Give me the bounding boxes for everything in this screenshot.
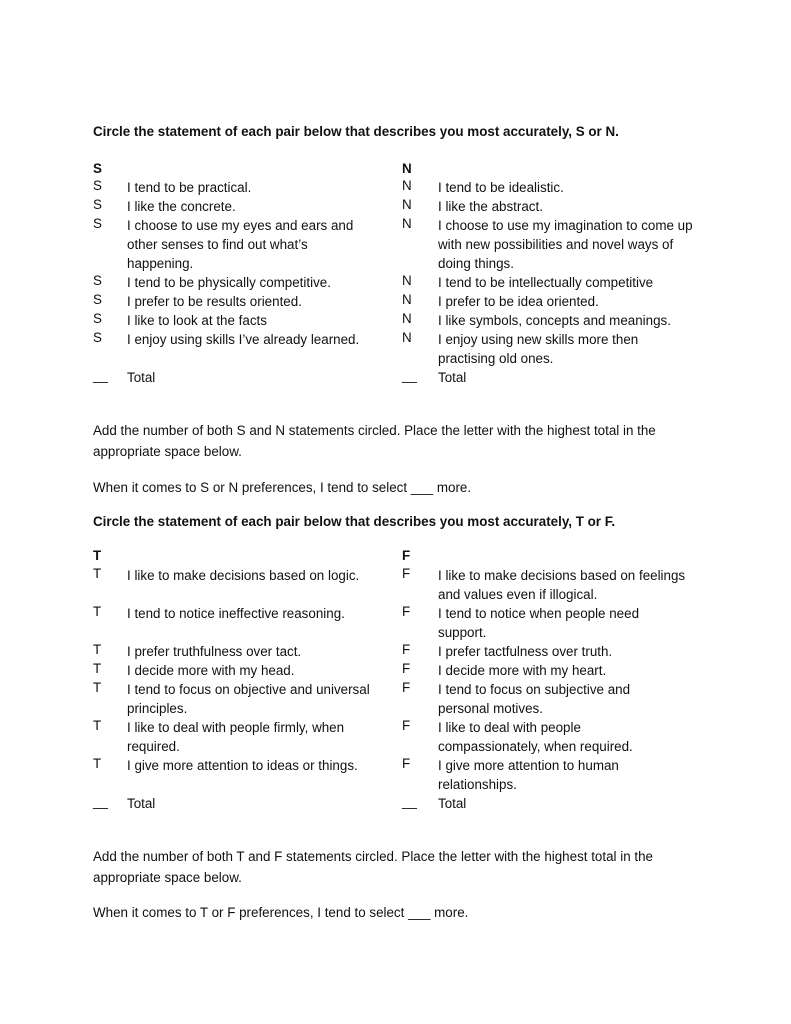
t-total-label: Total — [127, 796, 156, 811]
s-total-blank[interactable]: __ — [93, 368, 108, 383]
t-statement[interactable]: I like to make decisions based on logic. — [127, 568, 360, 583]
tf-add-instruction: Add the number of both T and F statements circled. Place the letter with the highest total in the appropriate space below. — [93, 849, 654, 885]
sn-instruction: Circle the statement of each pair below that describes you most accurately, S or N. — [93, 124, 619, 139]
t-statement[interactable]: I tend to notice ineffective reasoning. — [127, 606, 345, 621]
s-statement[interactable]: I tend to be physically competitive. — [127, 275, 331, 290]
t-letter[interactable]: T — [93, 756, 102, 771]
f-statement[interactable]: I like to make decisions based on feelings and values even if illogical. — [438, 568, 686, 602]
t-letter[interactable]: T — [93, 642, 102, 657]
t-statement[interactable]: I prefer truthfulness over tact. — [127, 644, 302, 659]
n-statement[interactable]: I choose to use my imagination to come up with new possibilities and novel ways of doing things. — [438, 218, 693, 271]
sn-left-header: S — [93, 161, 102, 176]
s-statement[interactable]: I prefer to be results oriented. — [127, 294, 302, 309]
f-letter[interactable]: F — [402, 566, 411, 581]
s-letter[interactable]: S — [93, 178, 102, 193]
f-total-blank[interactable]: __ — [402, 794, 417, 809]
n-total-label: Total — [438, 370, 467, 385]
sn-conclusion[interactable]: When it comes to S or N preferences, I tend to select ___ more. — [93, 480, 472, 495]
t-letter[interactable]: T — [93, 661, 102, 676]
t-letter[interactable]: T — [93, 718, 102, 733]
f-letter[interactable]: F — [402, 604, 411, 619]
n-letter[interactable]: N — [402, 197, 412, 212]
f-statement[interactable]: I give more attention to human relationships. — [438, 758, 619, 792]
t-letter[interactable]: T — [93, 604, 102, 619]
n-letter[interactable]: N — [402, 178, 412, 193]
s-letter[interactable]: S — [93, 292, 102, 307]
s-statement[interactable]: I like to look at the facts — [127, 313, 267, 328]
f-statement[interactable]: I tend to focus on subjective and personal motives. — [438, 682, 631, 716]
n-statement[interactable]: I enjoy using new skills more then practising old ones. — [438, 332, 639, 366]
t-total-blank[interactable]: __ — [93, 794, 108, 809]
n-letter[interactable]: N — [402, 273, 412, 288]
f-letter[interactable]: F — [402, 680, 411, 695]
tf-left-header: T — [93, 548, 102, 563]
n-letter[interactable]: N — [402, 330, 412, 345]
t-statement[interactable]: I decide more with my head. — [127, 663, 295, 678]
s-letter[interactable]: S — [93, 330, 102, 345]
s-statement[interactable]: I like the concrete. — [127, 199, 236, 214]
tf-conclusion[interactable]: When it comes to T or F preferences, I tend to select ___ more. — [93, 905, 469, 920]
t-statement[interactable]: I give more attention to ideas or things. — [127, 758, 358, 773]
s-statement[interactable]: I enjoy using skills I’ve already learned. — [127, 332, 360, 347]
s-statement[interactable]: I choose to use my eyes and ears and other senses to find out what’s happening. — [127, 218, 354, 271]
t-letter[interactable]: T — [93, 680, 102, 695]
f-statement[interactable]: I decide more with my heart. — [438, 663, 607, 678]
s-letter[interactable]: S — [93, 273, 102, 288]
n-statement[interactable]: I prefer to be idea oriented. — [438, 294, 599, 309]
n-statement[interactable]: I like the abstract. — [438, 199, 543, 214]
s-letter[interactable]: S — [93, 311, 102, 326]
f-total-label: Total — [438, 796, 467, 811]
f-letter[interactable]: F — [402, 642, 411, 657]
t-statement[interactable]: I tend to focus on objective and universal principles. — [127, 682, 370, 716]
sn-add-instruction: Add the number of both S and N statements circled. Place the letter with the highest total in the appropriate space below. — [93, 423, 656, 459]
f-statement[interactable]: I tend to notice when people need support. — [438, 606, 640, 640]
s-total-label: Total — [127, 370, 156, 385]
f-statement[interactable]: I like to deal with people compassionately, when required. — [438, 720, 633, 754]
n-letter[interactable]: N — [402, 216, 412, 231]
s-statement[interactable]: I tend to be practical. — [127, 180, 252, 195]
s-letter[interactable]: S — [93, 197, 102, 212]
n-statement[interactable]: I like symbols, concepts and meanings. — [438, 313, 671, 328]
tf-instruction: Circle the statement of each pair below that describes you most accurately, T or F. — [93, 514, 616, 529]
s-letter[interactable]: S — [93, 216, 102, 231]
n-letter[interactable]: N — [402, 292, 412, 307]
f-letter[interactable]: F — [402, 756, 411, 771]
f-letter[interactable]: F — [402, 661, 411, 676]
n-statement[interactable]: I tend to be intellectually competitive — [438, 275, 654, 290]
t-statement[interactable]: I like to deal with people firmly, when required. — [127, 720, 345, 754]
t-letter[interactable]: T — [93, 566, 102, 581]
tf-right-header: F — [402, 548, 411, 563]
n-letter[interactable]: N — [402, 311, 412, 326]
f-letter[interactable]: F — [402, 718, 411, 733]
f-statement[interactable]: I prefer tactfulness over truth. — [438, 644, 613, 659]
n-statement[interactable]: I tend to be idealistic. — [438, 180, 564, 195]
n-total-blank[interactable]: __ — [402, 368, 417, 383]
sn-right-header: N — [402, 161, 412, 176]
